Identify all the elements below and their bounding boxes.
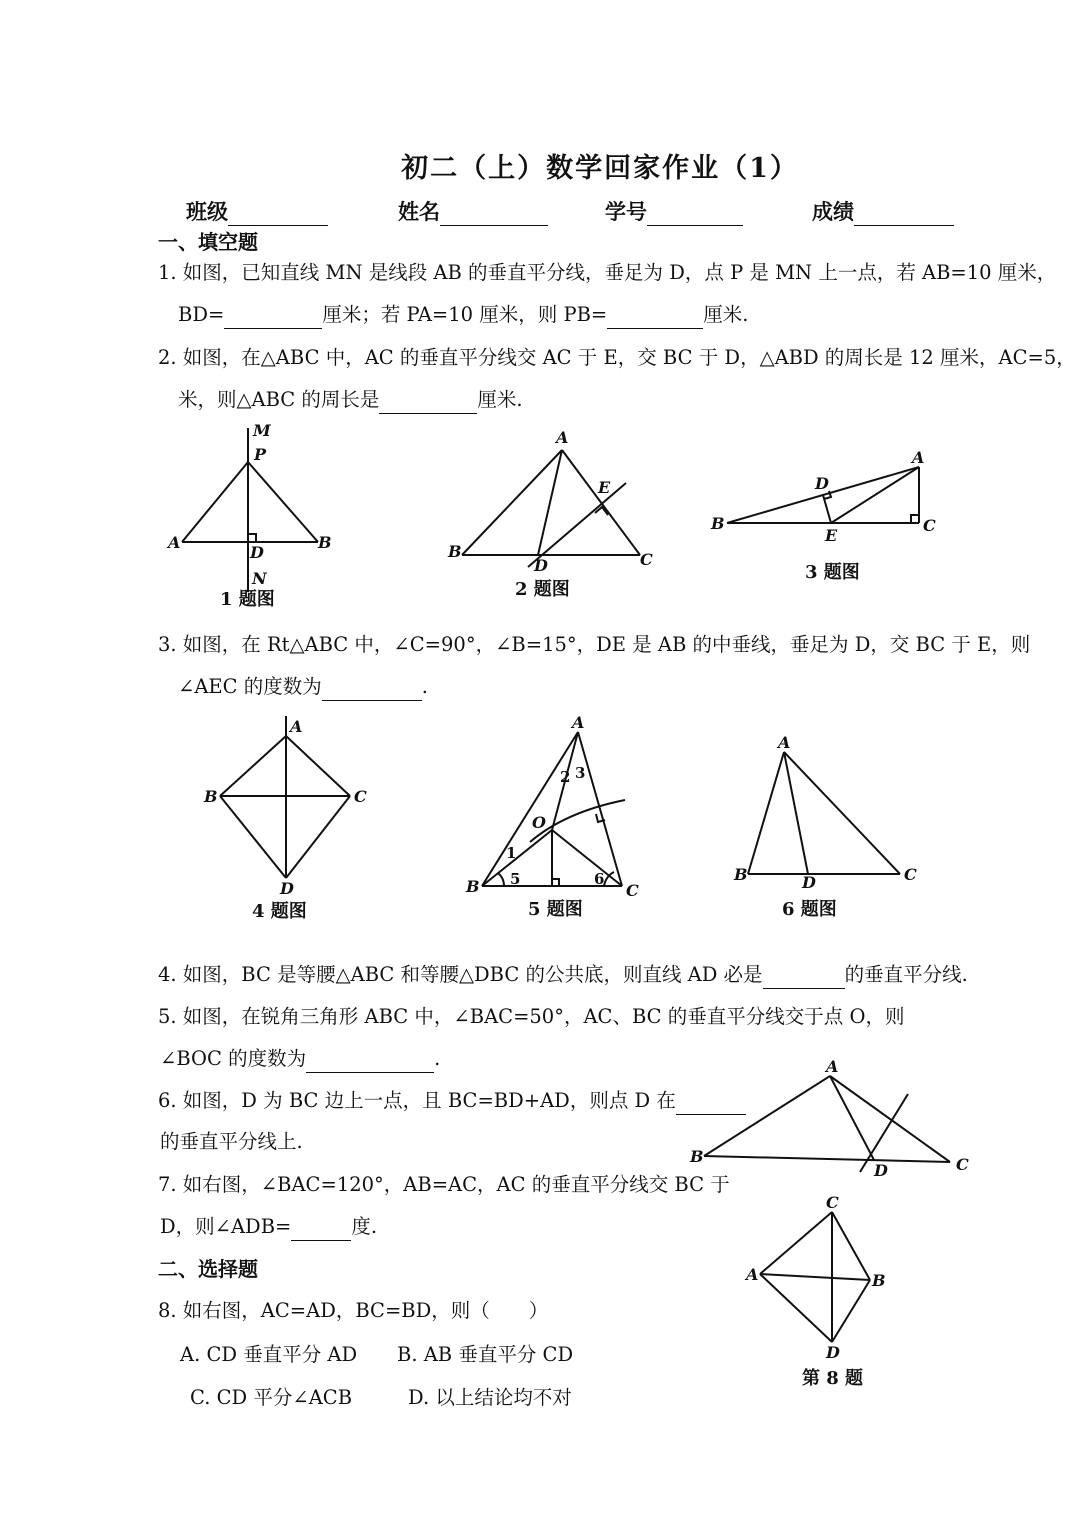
fig5-seg-oc — [552, 830, 622, 886]
q1-pa-text: 厘米；若 PA=10 厘米，则 PB= — [322, 303, 608, 326]
q3-line1: 3. 如图，在 Rt△ABC 中，∠C=90°，∠B=15°，DE 是 AB 的中垂线，垂足为 D，交 BC 于 E，则 — [158, 633, 1031, 656]
fig7-seg-ad — [830, 1076, 874, 1160]
q7-blank[interactable] — [291, 1220, 351, 1241]
fig5-seg-ac — [578, 732, 622, 886]
fig4-seg-ac — [286, 736, 350, 796]
fig8-caption: 第 8 题 — [802, 1368, 864, 1389]
fig8-seg-ad — [760, 1274, 832, 1342]
fig7-label-b: B — [690, 1147, 704, 1166]
q3-blank[interactable] — [322, 680, 422, 701]
fig1-caption: 1 题图 — [220, 589, 275, 610]
fig6-label-c: C — [904, 865, 917, 884]
fig4-label-a: A — [290, 717, 303, 736]
q8-option-a[interactable]: A. CD 垂直平分 AD — [180, 1343, 358, 1366]
q6-line2: 的垂直平分线上. — [160, 1130, 303, 1153]
fig6-seg-ad — [784, 752, 808, 874]
class-blank[interactable] — [228, 203, 328, 226]
fig5-label-c: C — [626, 881, 639, 900]
fig8-seg-cb — [832, 1212, 870, 1280]
fig8-seg-ab — [760, 1274, 870, 1280]
fig8-label-d: D — [826, 1343, 840, 1362]
q8-option-d[interactable]: D. 以上结论均不对 — [408, 1386, 572, 1409]
fig5-angle-3: 3 — [575, 764, 586, 782]
fig1-label-d: D — [250, 543, 264, 562]
fig5-angle-5: 5 — [510, 870, 521, 888]
name-field — [398, 196, 548, 226]
class-field — [186, 196, 328, 226]
figure-8 — [740, 1192, 900, 1362]
q3-line2 — [178, 673, 428, 701]
q4-end: 的垂直平分线. — [844, 963, 968, 986]
fig4-label-c: C — [354, 787, 367, 806]
fig1-seg-pb — [248, 462, 318, 542]
fig4-label-d: D — [280, 879, 294, 898]
fig4-caption: 4 题图 — [252, 901, 307, 922]
fig7-seg-ac — [830, 1076, 950, 1162]
fig6-caption: 6 题图 — [782, 899, 837, 920]
fig1-label-a: A — [168, 533, 181, 552]
fig5-label-o: O — [532, 813, 546, 832]
fig2-label-b: B — [448, 542, 462, 561]
q1-line2 — [178, 301, 748, 329]
fig1-seg-pa — [182, 462, 248, 542]
q5-blank[interactable] — [306, 1052, 434, 1073]
class-label: 班级 — [186, 199, 228, 224]
q1-blank-bd[interactable] — [224, 308, 322, 329]
fig7-seg-bc — [704, 1156, 950, 1162]
fig3-caption: 3 题图 — [805, 562, 860, 583]
q5-line1: 5. 如图，在锐角三角形 ABC 中，∠BAC=50°，AC、BC 的垂直平分线交于点 O，则 — [158, 1005, 905, 1028]
fig4-seg-cd — [286, 796, 350, 878]
q8-option-b[interactable]: B. AB 垂直平分 CD — [397, 1343, 574, 1366]
id-label: 学号 — [605, 199, 647, 224]
fig4-seg-bd — [220, 796, 286, 878]
fig2-seg-ac — [562, 450, 640, 555]
fig3-right-angle-c — [911, 515, 919, 523]
q1-unit: 厘米. — [703, 303, 749, 326]
q1-bd-label: BD= — [178, 303, 225, 326]
section-choice: 二、选择题 — [158, 1257, 258, 1281]
q2-unit: 厘米. — [477, 388, 523, 411]
fig5-angle-6: 6 — [594, 870, 605, 888]
q8-stem: 8. 如右图，AC=AD，BC=BD，则（ ） — [158, 1299, 549, 1322]
q7-line1: 7. 如右图，∠BAC=120°，AB=AC，AC 的垂直平分线交 BC 于 — [158, 1173, 730, 1196]
fig5-right-angle-ac — [596, 814, 605, 822]
name-label: 姓名 — [398, 199, 440, 224]
q2-line2 — [178, 386, 523, 414]
fig5-right-angle-bc — [552, 879, 559, 886]
score-label: 成绩 — [812, 199, 854, 224]
fig2-caption: 2 题图 — [515, 579, 570, 600]
fig1-label-p: P — [254, 445, 267, 464]
q6-line1 — [158, 1087, 746, 1115]
figure-5 — [460, 712, 650, 900]
q4-blank[interactable] — [763, 968, 845, 989]
fig3-label-b: B — [711, 514, 725, 533]
fig7-label-a: A — [826, 1057, 839, 1076]
fig8-label-c: C — [826, 1193, 839, 1212]
q2-blank[interactable] — [379, 393, 477, 414]
q3-text: ∠AEC 的度数为 — [178, 675, 322, 698]
fig3-label-c: C — [923, 516, 936, 535]
q2-text: 米，则△ABC 的周长是 — [178, 388, 380, 411]
id-field — [605, 196, 743, 226]
fig3-seg-ae — [831, 467, 919, 523]
fig2-label-e: E — [598, 478, 611, 497]
score-field — [812, 196, 954, 226]
fig7-label-d: D — [874, 1161, 888, 1180]
fig3-label-e: E — [825, 526, 838, 545]
q3-end: . — [421, 675, 428, 698]
fig5-angle-2: 2 — [560, 768, 571, 786]
q2-line1: 2. 如图，在△ABC 中，AC 的垂直平分线交 AC 于 E，交 BC 于 D，△ABD 的周长是 12 厘米，AC=5， — [158, 346, 1076, 369]
q5-end: . — [434, 1047, 441, 1070]
fig5-angle-arc-b — [498, 873, 504, 886]
fig1-label-n: N — [252, 569, 267, 588]
fig6-label-d: D — [802, 873, 816, 892]
q6-text: 6. 如图，D 为 BC 边上一点，且 BC=BD+AD，则点 D 在 — [158, 1089, 676, 1112]
q5-line2 — [160, 1045, 440, 1073]
fig8-seg-ca — [760, 1212, 832, 1274]
fig6-seg-ac — [784, 752, 900, 874]
fig2-seg-ad — [538, 450, 562, 555]
fig1-label-m: M — [253, 421, 271, 440]
fig6-label-a: A — [778, 733, 791, 752]
fig1-label-b: B — [318, 533, 332, 552]
fig8-seg-bd — [832, 1280, 870, 1342]
q4-text: 4. 如图，BC 是等腰△ABC 和等腰△DBC 的公共底，则直线 AD 必是 — [158, 963, 763, 986]
fig6-label-b: B — [734, 865, 748, 884]
fig5-caption: 5 题图 — [528, 899, 583, 920]
fig8-label-a: A — [746, 1265, 759, 1284]
figure-7 — [690, 1057, 980, 1180]
fig5-label-a: A — [572, 713, 585, 732]
q8-option-c[interactable]: C. CD 平分∠ACB — [190, 1386, 353, 1409]
fig5-seg-ab — [482, 732, 578, 886]
q1-blank-pb[interactable] — [607, 308, 703, 329]
page-title: 初二（上）数学回家作业（1） — [401, 153, 799, 184]
fig4-seg-ab — [220, 736, 286, 796]
fig8-label-b: B — [872, 1271, 886, 1290]
fig2-label-c: C — [640, 550, 653, 569]
score-blank[interactable] — [854, 203, 954, 226]
fig7-seg-ab — [704, 1076, 830, 1156]
fig2-seg-ab — [462, 450, 562, 555]
figure-1 — [160, 420, 360, 610]
name-blank[interactable] — [440, 203, 548, 226]
fig6-seg-ab — [748, 752, 784, 874]
fig2-label-a: A — [556, 428, 569, 447]
section-fill-in: 一、填空题 — [158, 230, 258, 254]
id-blank[interactable] — [647, 203, 743, 226]
q7-text: D，则∠ADB= — [160, 1215, 292, 1238]
q7-unit: 度. — [351, 1215, 378, 1238]
fig3-label-d: D — [815, 474, 829, 493]
q4-line1 — [158, 961, 968, 989]
fig3-label-a: A — [912, 448, 925, 467]
fig2-label-d: D — [534, 556, 548, 575]
fig7-label-c: C — [956, 1155, 969, 1174]
q5-text: ∠BOC 的度数为 — [160, 1047, 307, 1070]
q7-line2 — [160, 1213, 377, 1241]
figure-6 — [730, 730, 930, 890]
q1-line1: 1. 如图，已知直线 MN 是线段 AB 的垂直平分线，垂足为 D，点 P 是 MN 上一点，若 AB=10 厘米， — [158, 261, 1057, 284]
fig5-angle-1: 1 — [506, 844, 517, 862]
figure-2 — [440, 425, 670, 585]
fig1-right-angle — [248, 534, 256, 542]
fig5-label-b: B — [466, 877, 480, 896]
figure-4 — [200, 712, 380, 902]
figure-3 — [705, 445, 945, 545]
fig4-label-b: B — [204, 787, 218, 806]
